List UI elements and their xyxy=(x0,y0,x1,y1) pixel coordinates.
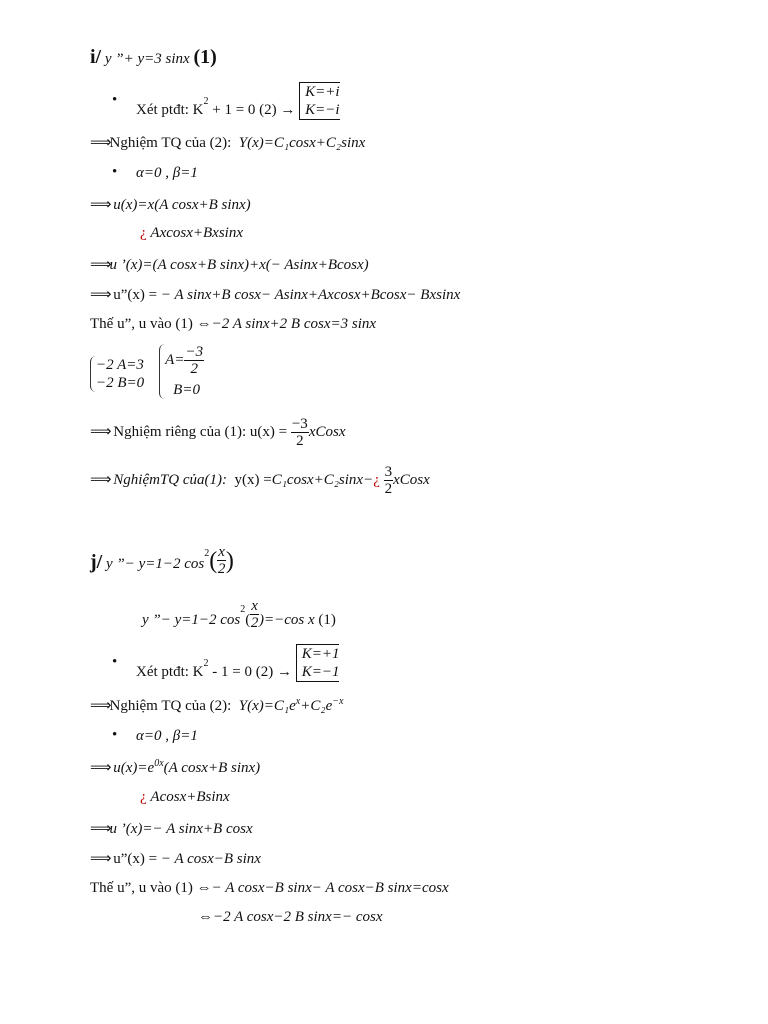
part-i-particular-solution: ⟹ Nghiệm riêng của (1): u(x) = $\frac{-3}{2}$ xCosx xyxy=(90,416,346,449)
part-j-equation: y ”− y=1−2 $\cos^2$( $\frac{x}{2}$ )=−cos x (1) xyxy=(142,598,336,631)
part-i-substitution: Thế u”, u vào (1) ⇔−2 A sinx+2 B cosx=3 sinx xyxy=(90,316,377,332)
part-i-u-prime: ⟹u ’(x)=(A cosx+B sinx)+x(− Asinx+Bcosx) xyxy=(90,255,369,273)
part-i-system: −2 A=3 −2 B=0 A= $\frac{-3}{2}$ B=0 xyxy=(90,344,204,399)
part-i-u-expand: ¿ Axcosx+Bxsinx xyxy=(140,225,243,241)
part-j-general-solution: ⟹Nghiệm TQ của (2): $Y(x)=C_1e^x+C_2e^{-x}$ xyxy=(90,696,344,714)
part-j-u-dprime: ⟹ u”(x) = − A cosx−B sinx xyxy=(90,849,261,867)
bullet-icon: • xyxy=(112,164,118,180)
part-i-general-solution: ⟹Nghiệm TQ của (2): Y(x)=C₁cosx+C₂sinx xyxy=(90,133,366,151)
part-j-label: j/ xyxy=(90,550,103,573)
part-j-u-form: ⟹ $u(x)=e^{0x}(A$ cosx+B sinx) xyxy=(90,758,261,776)
bullet-icon: • xyxy=(112,654,118,670)
inverted-question-icon: ¿ xyxy=(140,225,147,241)
part-j-substitution: Thế u”, u vào (1) ⇔− A cosx−B sinx− A cosx−B sinx=cosx xyxy=(90,880,449,896)
part-j-header: j/ y ”− y=1−2 $\cos^2$( $\frac{x}{2}$ ) xyxy=(90,544,234,577)
part-j-u-prime: ⟹u ’(x)=− A sinx+B cosx xyxy=(90,819,253,837)
part-j-substitution-2: ⇔−2 A cosx−2 B sinx=− cosx xyxy=(198,909,383,925)
part-i-label: i/ xyxy=(90,46,102,68)
part-j-roots: K=+1 K=−1 xyxy=(296,644,340,682)
part-i-char-eq: Xét ptđt: $K^2 + 1 = 0$ (2) → K=+i K=−i xyxy=(136,84,340,119)
part-j-u-expand: ¿ Acosx+Bsinx xyxy=(140,789,230,805)
part-i-alpha-beta: α=0 , β=1 xyxy=(136,165,198,181)
part-i-total-solution: ⟹ NghiệmTQ của(1): y(x) =C₁cosx+C₂sinx−¿ $\frac{3}{2}$ xCosx xyxy=(90,464,430,497)
bullet-icon: • xyxy=(112,92,118,108)
part-i-equation: y ”+ y=3 sinx xyxy=(104,51,190,67)
bullet-icon: • xyxy=(112,727,118,743)
part-i-eq-num: (1) xyxy=(193,46,217,68)
part-i-u-dprime: ⟹ u”(x) = − A sinx+B cosx− Asinx+Axcosx+Bcosx− Bxsinx xyxy=(90,285,461,303)
part-i-roots: K=+i K=−i xyxy=(299,82,339,120)
part-j-alpha-beta: α=0 , β=1 xyxy=(136,728,198,744)
part-i-header xyxy=(90,48,217,68)
part-i-u-form: ⟹ u(x)=x(A cosx+B sinx) xyxy=(90,195,251,213)
part-j-char-eq: Xét ptđt: $K^2 - 1 = 0$ (2) → K=+1 K=−1 xyxy=(136,646,340,681)
implies-arrow-icon: ⟹ xyxy=(90,133,110,151)
